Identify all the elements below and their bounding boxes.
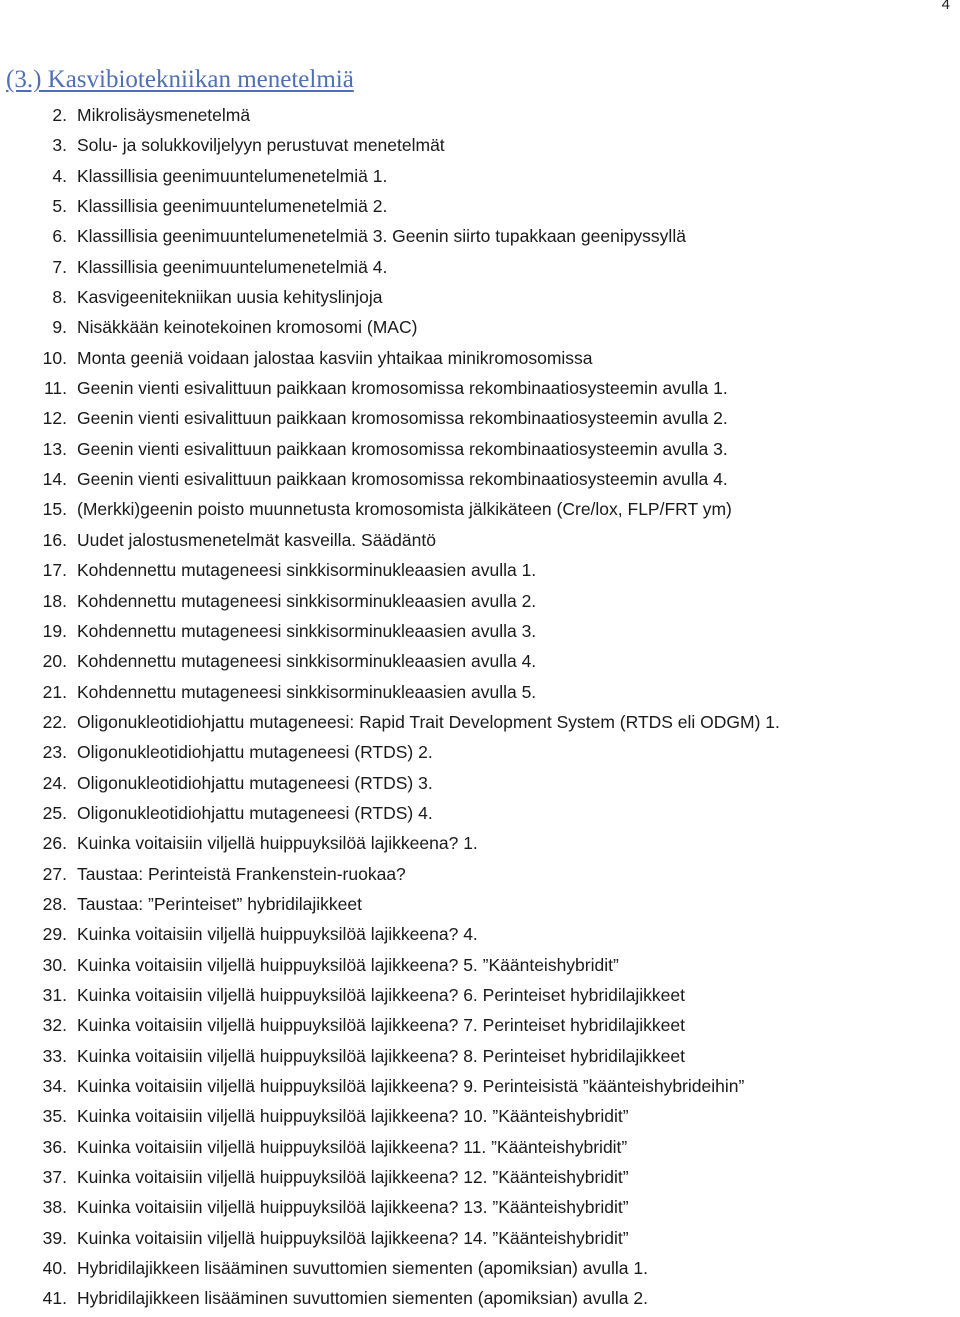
toc-item-text: Oligonukleotidiohjattu mutageneesi: Rapid Trait Development System (RTDS eli ODGM) 1.: [77, 711, 780, 732]
toc-item-number: 18.: [42, 590, 67, 611]
toc-item-text: Geenin vienti esivalittuun paikkaan kromosomissa rekombinaatiosysteemin avulla 4.: [77, 469, 728, 490]
toc-item-number: 40.: [42, 1258, 67, 1279]
toc-item-number: 26.: [42, 833, 67, 854]
toc-item-number: 4.: [52, 165, 67, 186]
toc-item-text: Nisäkkään keinotekoinen kromosomi (MAC): [77, 317, 418, 338]
toc-item-text: Geenin vienti esivalittuun paikkaan kromosomissa rekombinaatiosysteemin avulla 1.: [77, 378, 728, 399]
toc-item-text: Kuinka voitaisiin viljellä huippuyksilöä lajikkeena? 12. ”Käänteishybridit”: [77, 1167, 629, 1188]
toc-item-text: Oligonukleotidiohjattu mutageneesi (RTDS) 2.: [77, 742, 433, 763]
toc-item-text: Kuinka voitaisiin viljellä huippuyksilöä lajikkeena? 14. ”Käänteishybridit”: [77, 1227, 629, 1248]
toc-item-number: 8.: [52, 287, 67, 308]
toc-item-text: Kuinka voitaisiin viljellä huippuyksilöä lajikkeena? 6. Perinteiset hybridilajikkeet: [77, 984, 685, 1005]
toc-item-number: 15.: [42, 499, 67, 520]
toc-item-number: 13.: [42, 438, 67, 459]
toc-item-text: Monta geeniä voidaan jalostaa kasviin yhtaikaa minikromosomissa: [77, 347, 593, 368]
toc-item-number: 23.: [42, 742, 67, 763]
toc-item-text: Geenin vienti esivalittuun paikkaan kromosomissa rekombinaatiosysteemin avulla 2.: [77, 408, 728, 429]
toc-item-number: 21.: [42, 681, 67, 702]
toc-item-number: 20.: [42, 651, 67, 672]
toc-item-number: 37.: [42, 1167, 67, 1188]
toc-item-number: 38.: [42, 1197, 67, 1218]
toc-item-number: 11.: [43, 378, 67, 399]
toc-item-number: 16.: [42, 529, 67, 550]
toc-item-text: Kuinka voitaisiin viljellä huippuyksilöä lajikkeena? 9. Perinteisistä ”käänteishybrideihin”: [77, 1076, 745, 1096]
toc-item-number: 25.: [42, 802, 67, 823]
toc-item-text: Kuinka voitaisiin viljellä huippuyksilöä lajikkeena? 5. ”Käänteishybridit”: [77, 954, 619, 975]
toc-item-number: 31.: [42, 984, 67, 1005]
toc-item-text: Klassillisia geenimuuntelumenetelmiä 3. Geenin siirto tupakkaan geenipyssyllä: [77, 226, 686, 247]
toc-item-text: Kohdennettu mutageneesi sinkkisorminukleaasien avulla 3.: [77, 620, 537, 641]
toc-item-text: Kohdennettu mutageneesi sinkkisorminukleaasien avulla 5.: [77, 681, 537, 702]
toc-item-number: 17.: [42, 560, 67, 581]
toc-item-text: Oligonukleotidiohjattu mutageneesi (RTDS) 4.: [77, 802, 433, 823]
toc-item-number: 14.: [42, 469, 67, 490]
toc-item-number: 27.: [42, 863, 67, 884]
toc-item-text: Kasvigeenitekniikan uusia kehityslinjoja: [77, 287, 383, 308]
toc-item-text: Klassillisia geenimuuntelumenetelmiä 2.: [77, 196, 388, 217]
toc-item-number: 33.: [42, 1045, 67, 1066]
toc-item-text: Uudet jalostusmenetelmät kasveilla. Säädäntö: [77, 529, 436, 550]
toc-item-text: Klassillisia geenimuuntelumenetelmiä 4.: [77, 256, 388, 277]
toc-item-text: Hybridilajikkeen lisääminen suvuttomien siementen (apomiksian) avulla 2.: [77, 1288, 648, 1309]
toc-item-number: 30.: [42, 954, 67, 975]
toc-item-text: Taustaa: ”Perinteiset” hybridilajikkeet: [77, 893, 362, 914]
toc-item-number: 3.: [52, 135, 67, 156]
toc-item-text: Kuinka voitaisiin viljellä huippuyksilöä lajikkeena? 8. Perinteiset hybridilajikkeet: [77, 1045, 685, 1066]
toc-item-text: (Merkki)geenin poisto muunnetusta kromosomista jälkikäteen (Cre/lox, FLP/FRT ym): [77, 499, 732, 520]
toc-item-text: Kohdennettu mutageneesi sinkkisorminukleaasien avulla 2.: [77, 590, 537, 611]
page-number: 4: [941, 0, 950, 13]
toc-item-number: 29.: [42, 924, 67, 945]
toc-item-text: Hybridilajikkeen lisääminen suvuttomien siementen (apomiksian) avulla 1.: [77, 1258, 648, 1279]
toc-item-number: 41.: [42, 1288, 67, 1309]
toc-item-text: Kuinka voitaisiin viljellä huippuyksilöä lajikkeena? 4.: [77, 924, 478, 945]
toc-item-text: Kohdennettu mutageneesi sinkkisorminukleaasien avulla 4.: [77, 651, 537, 672]
toc-item-number: 28.: [42, 893, 67, 914]
toc-item-text: Kuinka voitaisiin viljellä huippuyksilöä lajikkeena? 1.: [77, 833, 478, 854]
toc-item-number: 39.: [42, 1227, 67, 1248]
toc-item-number: 9.: [52, 317, 67, 338]
toc-item-number: 7.: [52, 256, 67, 277]
toc-item-number: 10.: [42, 347, 67, 368]
toc-item-text: Taustaa: Perinteistä Frankenstein-ruokaa?: [77, 863, 406, 884]
toc-item-number: 19.: [42, 620, 67, 641]
toc-item-number: 36.: [42, 1136, 67, 1157]
toc-item-text: Klassillisia geenimuuntelumenetelmiä 1.: [77, 165, 388, 186]
toc-item-text: Kuinka voitaisiin viljellä huippuyksilöä lajikkeena? 13. ”Käänteishybridit”: [77, 1197, 629, 1218]
toc-item-text: Oligonukleotidiohjattu mutageneesi (RTDS) 3.: [77, 772, 433, 793]
section-heading-link[interactable]: (3.) Kasvibiotekniikan menetelmiä: [6, 66, 354, 93]
toc-item-number: 24.: [42, 772, 67, 793]
toc-item-number: 32.: [42, 1015, 67, 1036]
toc-item-text: Kuinka voitaisiin viljellä huippuyksilöä lajikkeena? 10. ”Käänteishybridit”: [77, 1106, 629, 1127]
toc-item-number: 12.: [42, 408, 67, 429]
toc-item-text: Kohdennettu mutageneesi sinkkisorminukleaasien avulla 1.: [77, 560, 537, 581]
toc-item-number: 5.: [52, 196, 67, 217]
toc-item-number: 6.: [52, 226, 67, 247]
toc-item-number: 34.: [42, 1076, 67, 1096]
toc-item-number: 2.: [52, 105, 67, 125]
toc-item-number: 35.: [42, 1106, 67, 1127]
toc-item-text: Geenin vienti esivalittuun paikkaan kromosomissa rekombinaatiosysteemin avulla 3.: [77, 438, 728, 459]
toc-item-text: Kuinka voitaisiin viljellä huippuyksilöä lajikkeena? 11. ”Käänteishybridit”: [77, 1136, 628, 1157]
toc-item-text: Kuinka voitaisiin viljellä huippuyksilöä lajikkeena? 7. Perinteiset hybridilajikkeet: [77, 1015, 685, 1036]
toc-item-text: Mikrolisäysmenetelmä: [77, 105, 251, 125]
toc-item-text: Solu- ja solukkoviljelyyn perustuvat menetelmät: [77, 135, 445, 156]
toc-item-number: 22.: [42, 711, 67, 732]
